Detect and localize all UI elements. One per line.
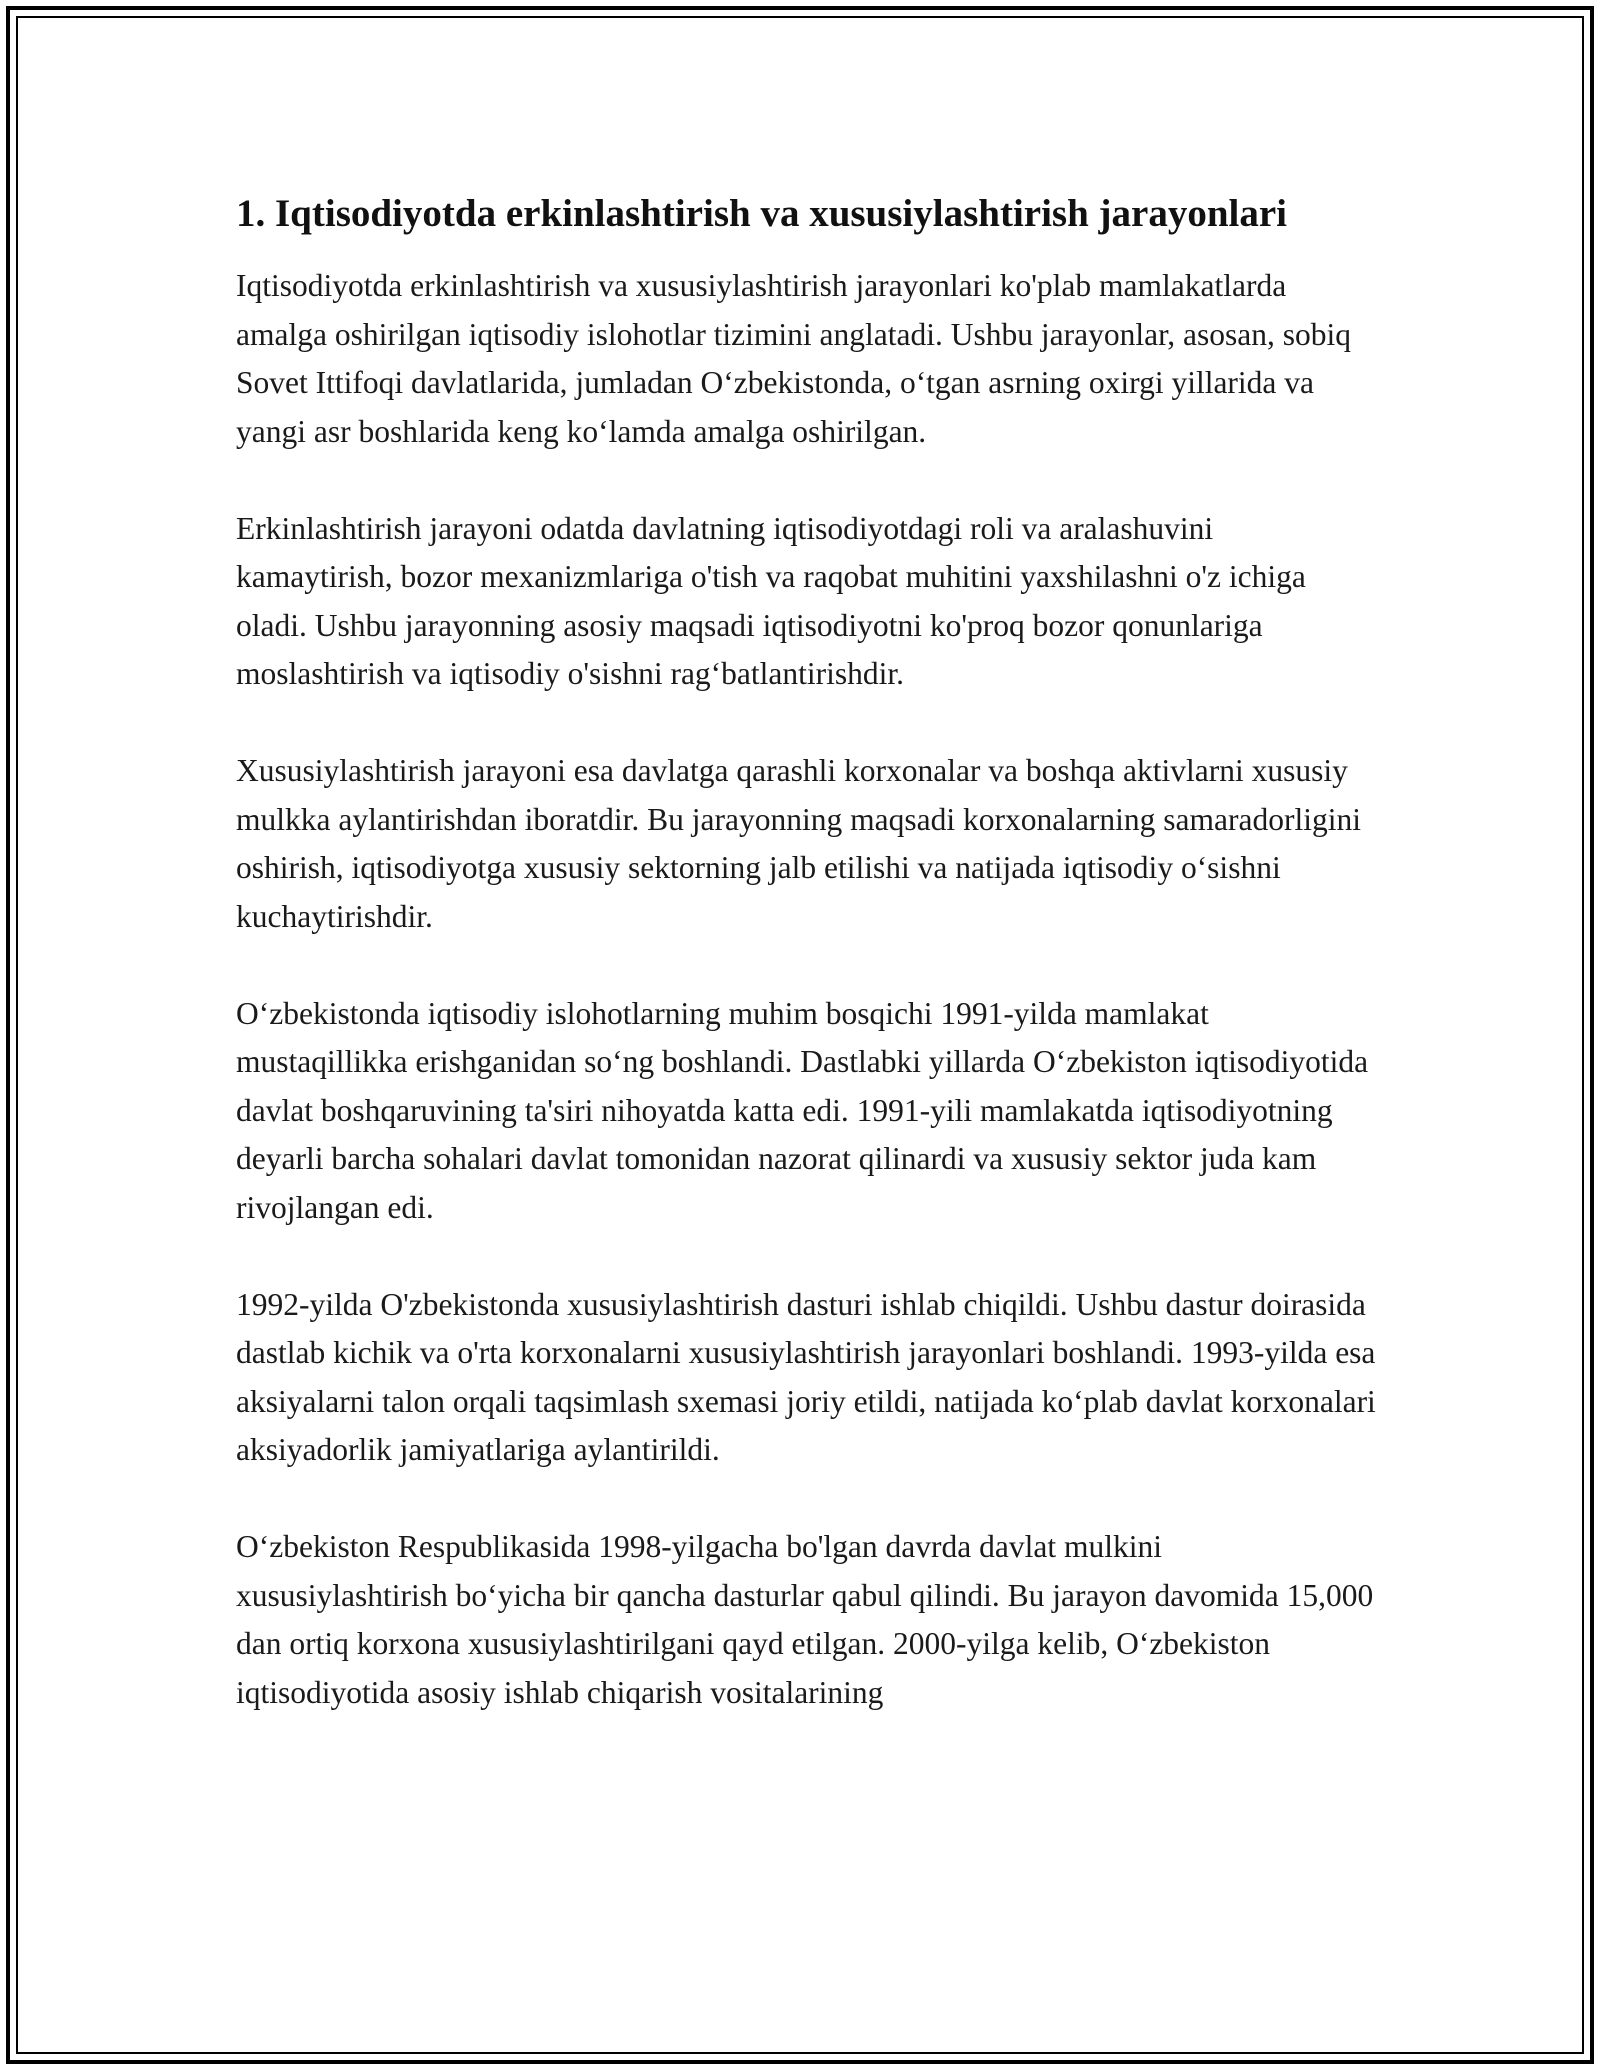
paragraph-1992-program: 1992-yilda O'zbekistonda xususiylashtirish dasturi ishlab chiqildi. Ushbu dastur doirasida dastlab kichik va o'rta korxonalarni xususiylashtirish jarayonlari boshlandi. 1993-yilda esa aksiyalarni talon orqali taqsimlash sxemasi joriy etildi, natijada ko‘plab davlat korxonalari aksiyadorlik jamiyatlariga aylantirildi. [236, 1286, 1376, 1467]
paragraph-liberalization: Erkinlashtirish jarayoni odatda davlatning iqtisodiyotdagi roli va aralashuvini kamaytirish, bozor mexanizmlariga o'tish va raqobat muhitini yaxshilashni o'z ichiga oladi. Ushbu jarayonning asosiy maqsadi iqtisodiyotni ko'proq bozor qonunlariga moslashtirish va iqtisodiy o'sishni rag‘batlantirishdir. [236, 510, 1306, 691]
document-body [236, 186, 1376, 1766]
paragraph-independence: O‘zbekistonda iqtisodiy islohotlarning muhim bosqichi 1991-yilda mamlakat mustaqillikka erishganidan so‘ng boshlandi. Dastlabki yillarda O‘zbekiston iqtisodiyotida davlat boshqaruvining ta'siri nihoyatda katta edi. 1991-yili mamlakatda iqtisodiyotning deyarli barcha sohalari davlat tomonidan nazorat qilinardi va xususiy sektor juda kam rivojlangan edi. [236, 995, 1369, 1225]
page-title: 1. Iqtisodiyotda erkinlashtirish va xususiylashtirish jarayonlari [236, 192, 1288, 235]
paragraph-1998-programs: O‘zbekiston Respublikasida 1998-yilgacha bo'lgan davrda davlat mulkini xususiylashtirish bo‘yicha bir qancha dasturlar qabul qilindi. Bu jarayon davomida 15,000 dan ortiq korxona xususiylashtirilgani qayd etilgan. 2000-yilga kelib, O‘zbekiston iqtisodiyotida asosiy ishlab chiqarish vositalarining [236, 1529, 1374, 1710]
paragraph-intro: Iqtisodiyotda erkinlashtirish va xususiylashtirish jarayonlari ko'plab mamlakatlarda amalga oshirilgan iqtisodiy islohotlar tizimini anglatadi. Ushbu jarayonlar, asosan, sobiq Sovet Ittifoqi davlatlarida, jumladan O‘zbekistonda, o‘tgan asrning oxirgi yillarida va yangi asr boshlarida keng ko‘lamda amalga oshirilgan. [236, 268, 1352, 449]
paragraph-privatization: Xususiylashtirish jarayoni esa davlatga qarashli korxonalar va boshqa aktivlarni xususiy mulkka aylantirishdan iboratdir. Bu jarayonning maqsadi korxonalarning samaradorligini oshirish, iqtisodiyotga xususiy sektorning jalb etilishi va natijada iqtisodiy o‘sishni kuchaytirishdir. [236, 753, 1361, 934]
